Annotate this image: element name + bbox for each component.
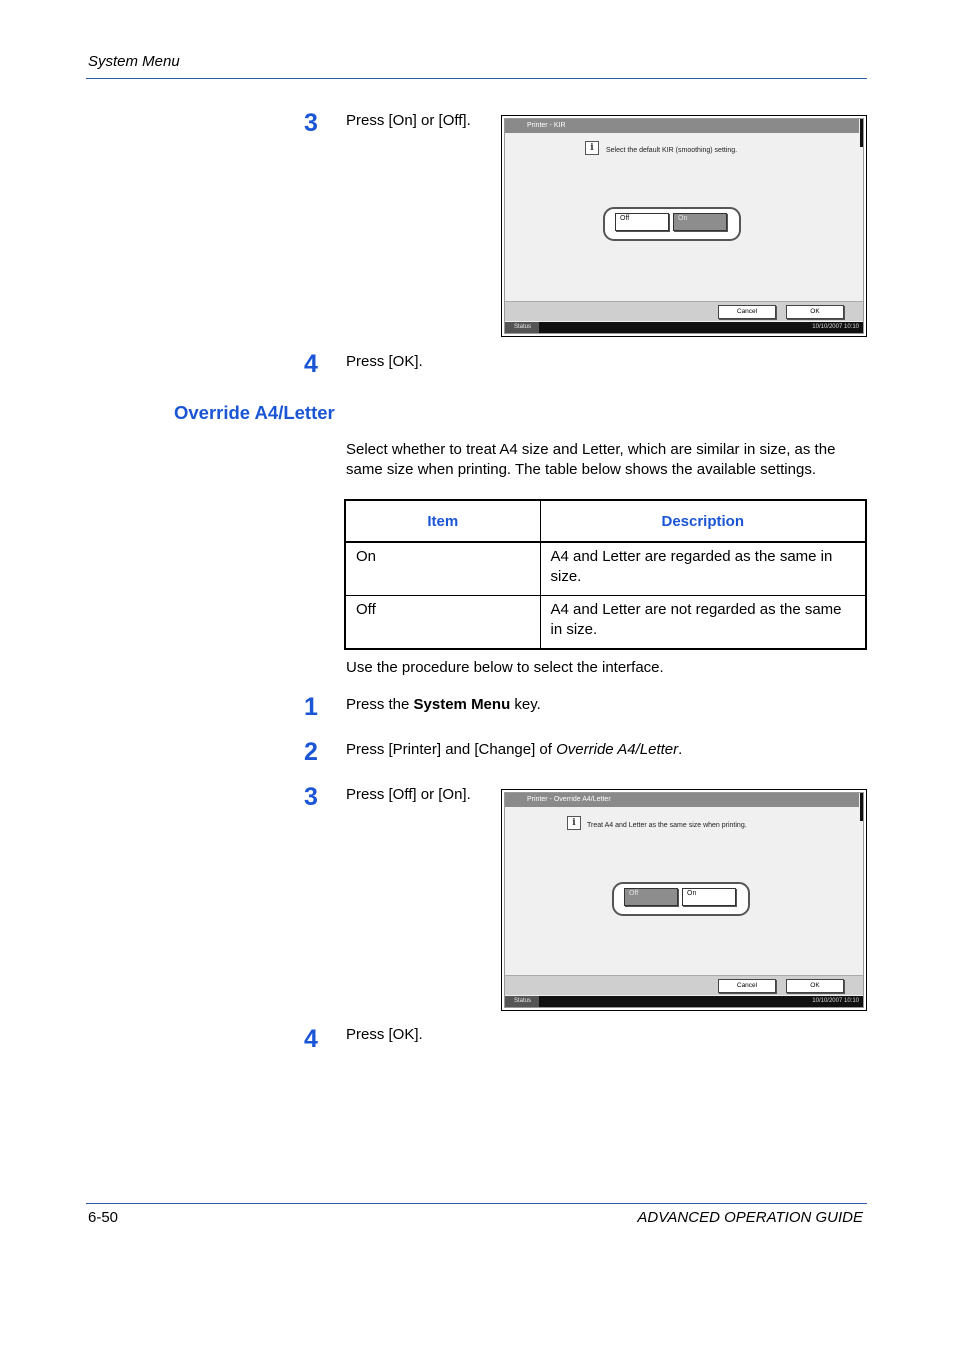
scrollbar[interactable] [860, 793, 863, 821]
step-number: 2 [304, 738, 318, 766]
screen-message: Treat A4 and Letter as the same size when printing. [587, 822, 747, 829]
datetime: 10/10/2007 10:10 [812, 998, 859, 1004]
status-button[interactable]: Status [505, 322, 539, 333]
header-rule [86, 78, 867, 79]
step-text-part: Press the [346, 696, 414, 713]
step-number: 3 [304, 109, 318, 137]
status-button[interactable]: Status [505, 996, 539, 1007]
off-button[interactable]: Off [624, 888, 678, 906]
table-row [345, 542, 866, 596]
datetime: 10/10/2007 10:10 [812, 324, 859, 330]
step-text [346, 740, 682, 760]
key-name: System Menu [413, 696, 511, 713]
scrollbar[interactable] [860, 119, 863, 147]
ok-button[interactable]: OK [786, 979, 844, 993]
bottom-bar [505, 301, 863, 321]
status-bar [505, 322, 863, 333]
footer-rule [86, 1203, 867, 1204]
step-text-part: . [678, 741, 683, 758]
step-number: 1 [304, 693, 318, 721]
cell-description: A4 and Letter are regarded as the same in size. [540, 542, 866, 596]
table-row [345, 596, 866, 650]
info-icon: i [567, 816, 581, 830]
screen-override [501, 789, 867, 1011]
on-button[interactable]: On [673, 213, 727, 231]
step-number: 4 [304, 350, 318, 378]
cell-description: A4 and Letter are not regarded as the same in size. [540, 596, 866, 650]
step-text: Press [OK]. [346, 1026, 423, 1043]
step-text: Press [OK]. [346, 353, 423, 370]
cancel-button[interactable]: Cancel [718, 979, 776, 993]
step-text: Press [Off] or [On]. [346, 786, 471, 803]
setting-name: Override A4/Letter [556, 741, 679, 758]
step-number: 4 [304, 1025, 318, 1053]
bottom-bar [505, 975, 863, 995]
procedure-intro: Use the procedure below to select the interface. [346, 659, 664, 676]
cell-item: Off [345, 596, 540, 650]
ok-button[interactable]: OK [786, 305, 844, 319]
section-heading: Override A4/Letter [174, 402, 335, 423]
off-button[interactable]: Off [615, 213, 669, 231]
column-header-description: Description [540, 500, 866, 542]
status-bar [505, 996, 863, 1007]
page-number: 6-50 [88, 1209, 119, 1226]
section-intro: Select whether to treat A4 size and Letter, which are similar in size, as the same size when printing. The table below shows the available settings. [346, 441, 836, 478]
guide-title: ADVANCED OPERATION GUIDE [637, 1209, 863, 1226]
settings-table [344, 499, 867, 650]
step-text-part: Press [Printer] and [Change] of [346, 741, 557, 758]
screen-message: Select the default KIR (smoothing) setting. [606, 147, 738, 154]
info-icon: i [585, 141, 599, 155]
step-text [346, 695, 541, 715]
on-button[interactable]: On [682, 888, 736, 906]
option-group [612, 882, 750, 916]
option-group [603, 207, 741, 241]
running-header: System Menu [88, 53, 180, 70]
cell-item: On [345, 542, 540, 596]
screen-kir [501, 115, 867, 337]
table-header-row [345, 500, 866, 542]
screen-title: Printer - KIR [505, 119, 859, 133]
cancel-button[interactable]: Cancel [718, 305, 776, 319]
column-header-item: Item [345, 500, 540, 542]
step-number: 3 [304, 783, 318, 811]
step-text-part: key. [510, 696, 541, 713]
screen-title: Printer - Override A4/Letter [505, 793, 859, 807]
step-text: Press [On] or [Off]. [346, 112, 471, 129]
